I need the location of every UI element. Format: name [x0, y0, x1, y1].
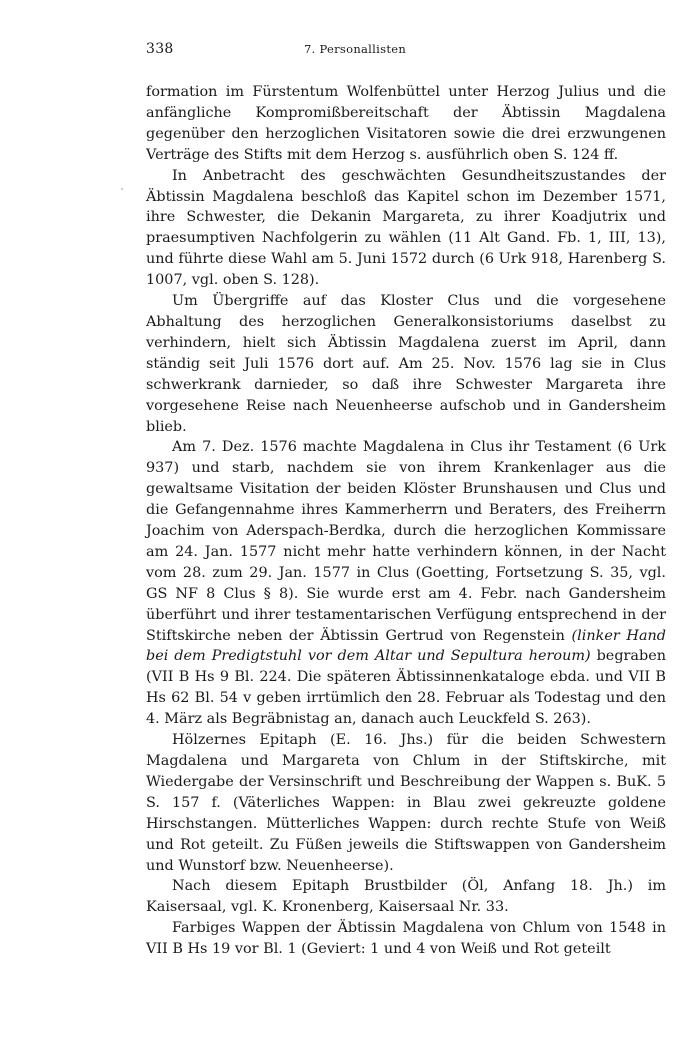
- paragraph-continuation: formation im Fürstentum Wolfenbüttel unter Herzog Julius und die anfängliche Kompromißbereitschaft der Äbtissin Magdalena gegenüber den herzoglichen Visitatoren sowie die drei erzwungenen Verträge des Stifts mit dem Herzog s. ausführlich oben S. 124 ff.: [146, 84, 666, 163]
- paragraph-coat-of-arms: Farbiges Wappen der Äbtissin Magdalena von Chlum von 1548 in VII B Hs 19 vor Bl. 1 (Geviert: 1 und 4 von Weiß und Rot geteilt: [146, 920, 666, 958]
- running-header: [146, 41, 564, 59]
- paragraph-clus-stay: Um Übergriffe auf das Kloster Clus und die vorgesehene Abhaltung des herzoglichen Generalkonsistoriums daselbst zu verhindern, hielt sich Äbtissin Magdalena zuerst im April, dann ständig seit Juli 1576 dort auf. Am 25. Nov. 1576 lag sie in Clus schwerkrank darnieder, so daß ihre Schwester Margareta ihre vorgesehene Reise nach Neuenheerse aufschob und in Gandersheim blieb.: [146, 293, 666, 435]
- paragraph-portraits: Nach diesem Epitaph Brustbilder (Öl, Anfang 18. Jh.) im Kaisersaal, vgl. K. Kronenberg, Kaisersaal Nr. 33.: [146, 878, 666, 916]
- paragraph-koadjutrix: In Anbetracht des geschwächten Gesundheitszustandes der Äbtissin Magdalena beschloß das Kapitel schon im Dezember 1571, ihre Schwester, die Dekanin Margareta, zu ihrer Koadjutrix und praesumptiven Nachfolgerin zu wählen (11 Alt Gand. Fb. 1, III, 13), und führte diese Wahl am 5. Juni 1572 durch (6 Urk 918, Harenberg S. 1007, vgl. oben S. 128).: [146, 167, 666, 289]
- death-text-end: begraben (VII B Hs 9 Bl. 224. Die späteren Äbtissinnenkataloge ebda. und VII B Hs 62 Bl. 54 v geben irrtümlich den 28. Februar als Todestag und den 4. März als Begräbnistag an, danach auch Leuckfeld S. 263).: [146, 648, 666, 728]
- margin-speck: [121, 188, 123, 190]
- page-number: 338: [146, 41, 174, 57]
- paragraph-epitaph: Hölzernes Epitaph (E. 16. Jhs.) für die beiden Schwestern Magdalena und Margareta von Chlum in der Stiftskirche, mit Wiedergabe der Versinschrift und Beschreibung der Wappen s. BuK. 5 S. 157 f. (Väterliches Wappen: in Blau zwei gekreuzte goldene Hirschstangen. Mütterliches Wappen: durch rechte Stufe von Weiß und Rot geteilt. Zu Füßen jeweils die Stiftswappen von Gandersheim und Wunstorf bzw. Neuenheerse).: [146, 732, 666, 874]
- paragraph-death-burial: [146, 437, 666, 730]
- death-text-start: Am 7. Dez. 1576 machte Magdalena in Clus ihr Testament (6 Urk 937) und starb, nachdem sie von ihrem Krankenlager aus die gewaltsame Visitation der beiden Klöster Brunshausen und Clus und die Gefangennahme ihres Kammerherrn und Beraters, des Freiherrn Joachim von Aderspach-Berdka, durch die herzoglichen Kommissare am 24. Jan. 1577 nicht mehr hatte verhindern können, in der Nacht vom 28. zum 29. Jan. 1577 in Clus (Goetting, Fortsetzung S. 35, vgl. GS NF 8 Clus § 8). Sie wurde erst am 4. Febr. nach Gandersheim überführt und ihrer testamentarischen Verfügung entsprechend in der Stiftskirche neben der Äbtissin Gertrud von Regenstein: [146, 439, 666, 644]
- burial-location-quote: (linker Hand bei dem Predigtstuhl vor dem Altar und Sepultura heroum): [146, 627, 667, 665]
- body-text: [146, 82, 666, 960]
- running-title: 7. Personallisten: [303, 42, 407, 56]
